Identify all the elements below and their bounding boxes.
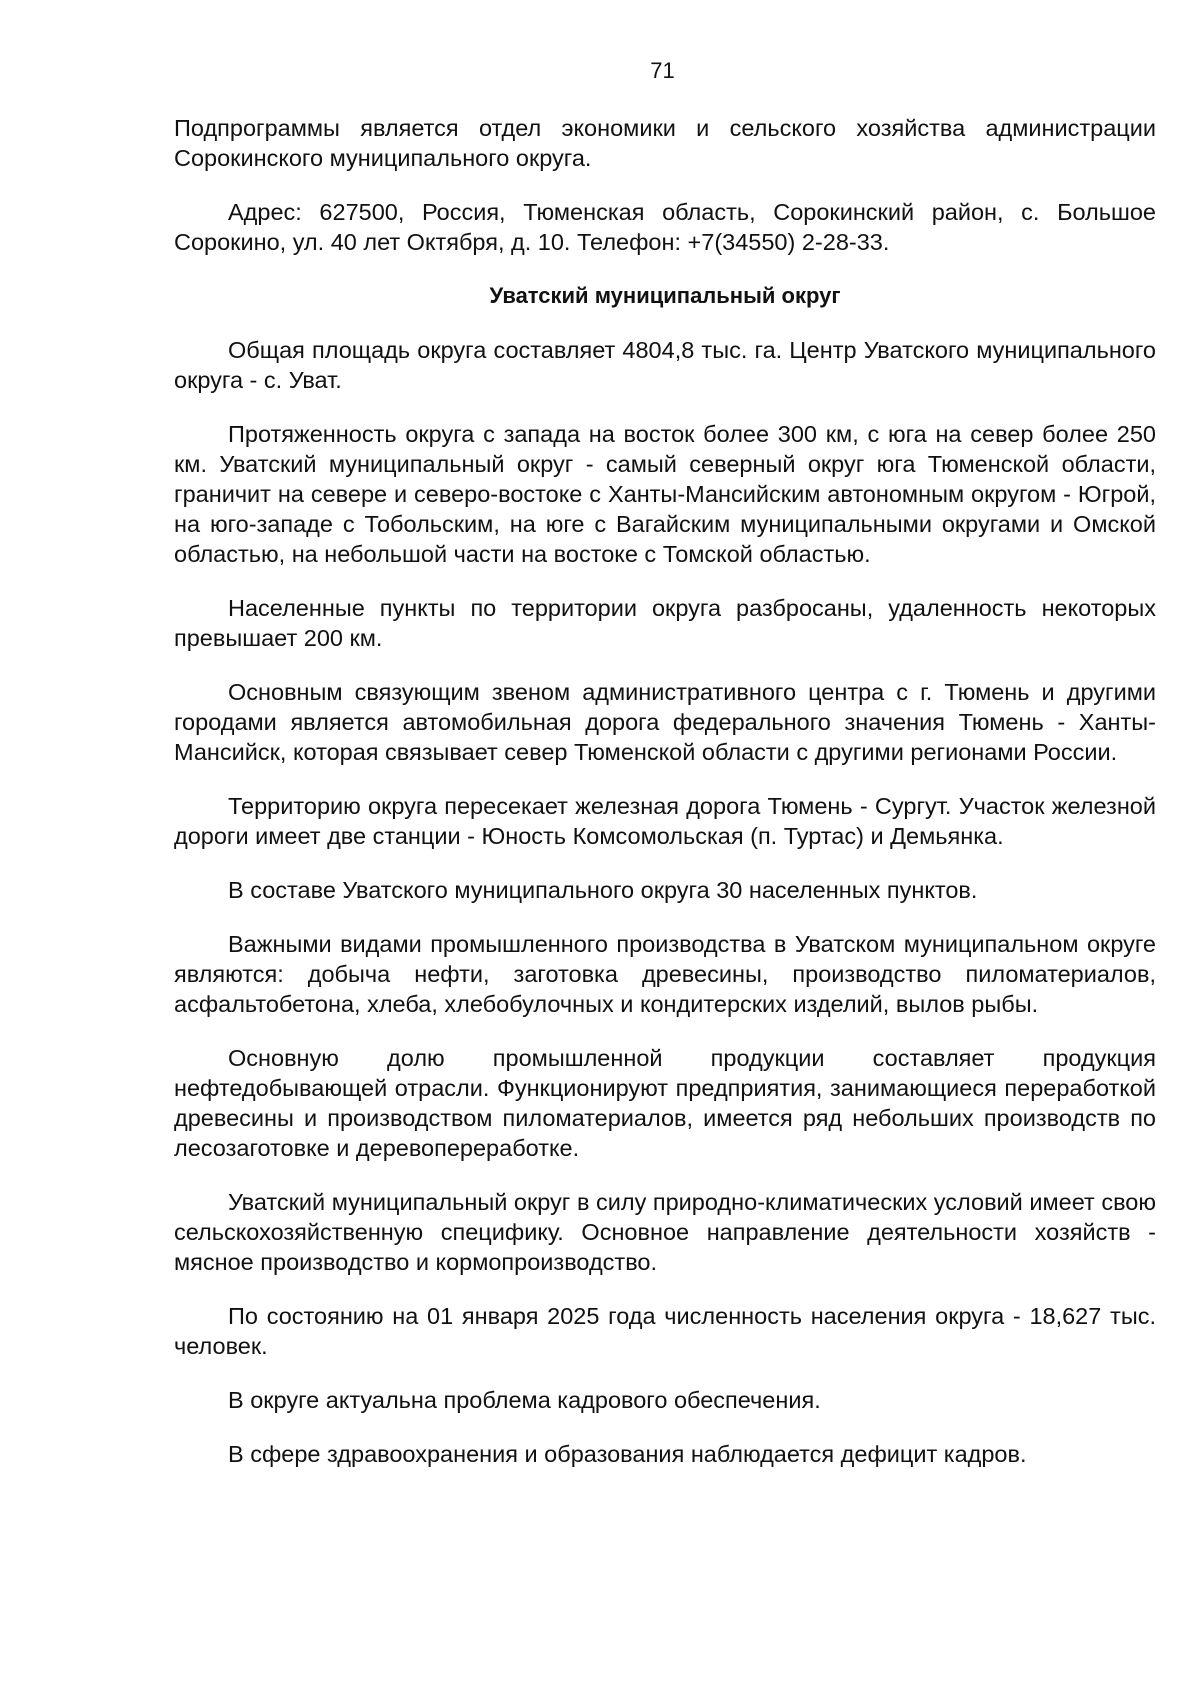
paragraph: Основным связующим звеном административного центра с г. Тюмень и другими городами является автомобильная дорога федерального значения Тюмень - Ханты-Мансийск, которая связывает север Тюменской области с другими регионами России. xyxy=(174,679,1156,765)
page-number: 71 xyxy=(650,58,675,83)
paragraph: Населенные пункты по территории округа разбросаны, удаленность некоторых превышает 200 км. xyxy=(174,595,1156,651)
paragraph: Протяженность округа с запада на восток более 300 км, с юга на север более 250 км. Уватский муниципальный округ - самый северный округ юга Тюменской области, граничит на севере и северо-востоке с Ханты-Мансийским автономным округом - Югрой, на юго-западе с Тобольским, на юге с Вагайским муниципальными округами и Омской областью, на небольшой части на востоке с Томской областью. xyxy=(174,421,1156,567)
paragraph: По состоянию на 01 января 2025 года численность населения округа - 18,627 тыс. человек. xyxy=(174,1303,1156,1359)
paragraph-address: Адрес: 627500, Россия, Тюменская область, Сорокинский район, с. Большое Сорокино, ул. 40 лет Октября, д. 10. Телефон: +7(34550) 2-28-33. xyxy=(174,199,1156,255)
paragraph: В составе Уватского муниципального округа 30 населенных пунктов. xyxy=(228,877,978,903)
paragraph: В округе актуальна проблема кадрового обеспечения. xyxy=(228,1387,821,1413)
paragraph-continuation: Подпрограммы является отдел экономики и сельского хозяйства администрации Сорокинского муниципального округа. xyxy=(174,115,1156,171)
section-heading: Уватский муниципальный округ xyxy=(489,283,841,308)
paragraph: Основную долю промышленной продукции составляет продукция нефтедобывающей отрасли. Функционируют предприятия, занимающиеся переработкой древесины и производством пиломатериалов, имеется ряд небольших производств по лесозаготовке и деревопереработке. xyxy=(174,1045,1156,1161)
paragraph: Важными видами промышленного производства в Уватском муниципальном округе являются: добыча нефти, заготовка древесины, производство пиломатериалов, асфальтобетона, хлеба, хлебобулочных и кондитерских изделий, вылов рыбы. xyxy=(174,931,1156,1017)
paragraph: Уватский муниципальный округ в силу природно-климатических условий имеет свою сельскохозяйственную специфику. Основное направление деятельности хозяйств - мясное производство и кормопроизводство. xyxy=(174,1189,1156,1275)
paragraph: Территорию округа пересекает железная дорога Тюмень - Сургут. Участок железной дороги имеет две станции - Юность Комсомольская (п. Туртас) и Демьянка. xyxy=(174,793,1156,849)
paragraph: Общая площадь округа составляет 4804,8 тыс. га. Центр Уватского муниципального округа - с. Уват. xyxy=(174,337,1156,393)
paragraph: В сфере здравоохранения и образования наблюдается дефицит кадров. xyxy=(228,1441,1027,1467)
document-body xyxy=(174,113,1156,1493)
